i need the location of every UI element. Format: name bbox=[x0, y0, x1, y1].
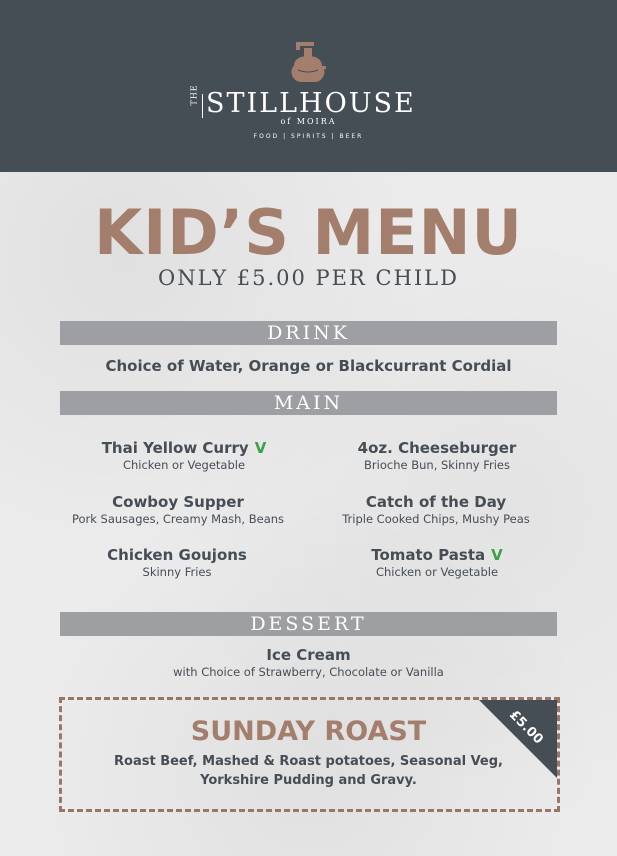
item-name: Tomato Pasta bbox=[371, 546, 486, 564]
sunday-title: SUNDAY ROAST bbox=[190, 716, 427, 747]
brand-sub: of MOIRA bbox=[280, 117, 337, 126]
brand-divider bbox=[202, 94, 203, 118]
item-desc: Skinny Fries bbox=[142, 565, 212, 579]
item-desc: Chicken or Vegetable bbox=[375, 565, 499, 579]
section-dessert: DESSERT bbox=[60, 612, 557, 636]
item-desc: Triple Cooked Chips, Mushy Peas bbox=[342, 512, 530, 526]
vegetarian-badge: V bbox=[254, 439, 267, 457]
vegetarian-badge: V bbox=[491, 546, 503, 564]
sunday-price: £5.00 bbox=[506, 707, 546, 748]
section-drink: DRINK bbox=[60, 321, 557, 345]
dessert-desc: with Choice of Strawberry, Chocolate or Vanilla bbox=[173, 665, 444, 679]
drink-text: Choice of Water, Orange or Blackcurrant Cordial bbox=[105, 357, 512, 375]
item-name: Thai Yellow Curry bbox=[101, 439, 249, 457]
menu-item-tomato-pasta bbox=[307, 546, 567, 580]
item-name: Catch of the Day bbox=[365, 493, 507, 511]
brand-the: THE bbox=[189, 84, 199, 106]
item-desc: Pork Sausages, Creamy Mash, Beans bbox=[71, 512, 285, 526]
item-desc: Chicken or Vegetable bbox=[122, 458, 246, 472]
menu-item-cowboy-supper bbox=[48, 493, 308, 527]
item-name: Cowboy Supper bbox=[112, 493, 244, 511]
header-banner bbox=[0, 0, 617, 172]
menu-item-thai-curry bbox=[54, 439, 314, 473]
item-name: 4oz. Cheeseburger bbox=[357, 439, 517, 457]
item-name: Chicken Goujons bbox=[107, 546, 247, 564]
brand-tagline: FOOD | SPIRITS | BEER bbox=[253, 133, 364, 140]
item-desc: Brioche Bun, Skinny Fries bbox=[364, 458, 510, 472]
menu-title: KID’S MENU bbox=[94, 196, 523, 269]
menu-item-catch-of-day bbox=[306, 493, 566, 527]
brand-name: STILLHOUSE bbox=[206, 88, 416, 119]
section-main: MAIN bbox=[60, 391, 557, 415]
dessert-name: Ice Cream bbox=[266, 646, 351, 664]
menu-item-cheeseburger bbox=[307, 439, 567, 473]
sunday-desc: Roast Beef, Mashed & Roast potatoes, Seasonal Veg, Yorkshire Pudding and Gravy. bbox=[114, 754, 503, 788]
still-pot-icon bbox=[290, 40, 330, 86]
menu-item-chicken-goujons bbox=[47, 546, 307, 580]
menu-subtitle: ONLY £5.00 PER CHILD bbox=[158, 266, 459, 290]
